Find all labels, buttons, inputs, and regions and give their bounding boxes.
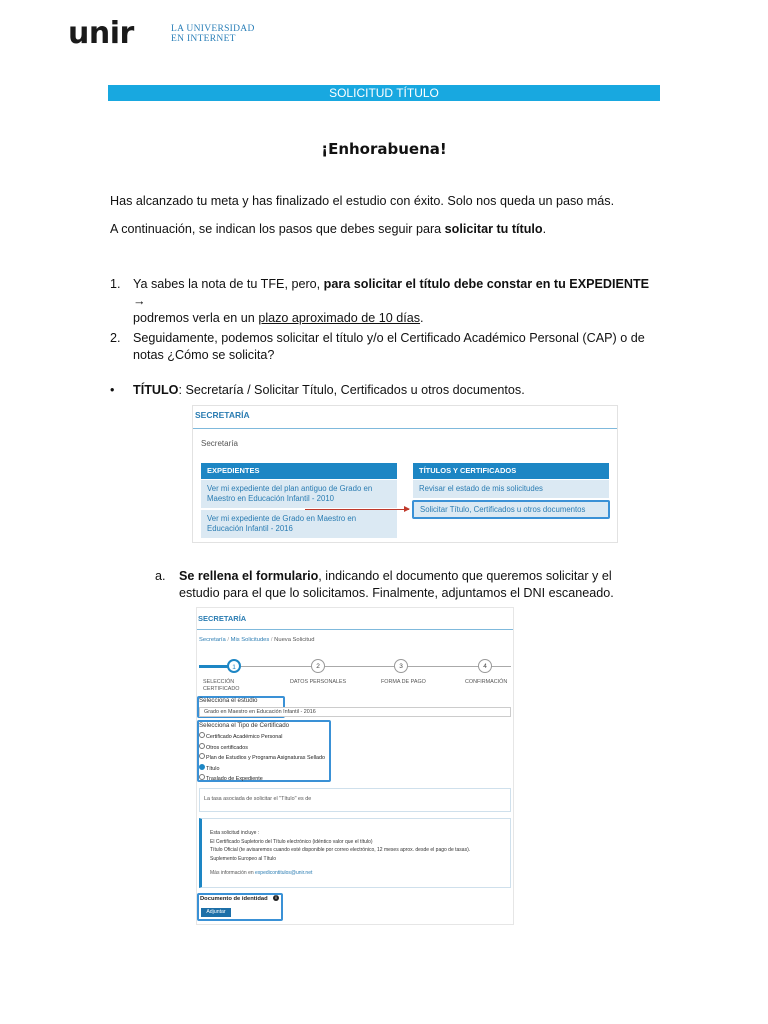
title-banner: SOLICITUD TÍTULO (108, 85, 660, 101)
email-link[interactable]: expedicontitulos@unir.net (255, 870, 313, 877)
cert-option-selected[interactable]: Título (199, 764, 329, 775)
bullet-text: TÍTULO: Secretaría / Solicitar Título, Certificados u otros documentos. (133, 383, 525, 397)
document-label: Documento de identidad (200, 896, 268, 902)
logo-tagline: LA UNIVERSIDAD EN INTERNET (171, 24, 255, 44)
cert-option[interactable]: Certificado Académico Personal (199, 732, 329, 743)
attach-button[interactable]: Adjuntar (201, 908, 231, 917)
step-3-label: FORMA DE PAGO (381, 679, 426, 685)
expediente-link-2010[interactable]: Ver mi expediente del plan antiguo de Grado en Maestro en Educación Infantil - 2010 (201, 480, 397, 508)
study-label: Selecciona el estudio (199, 697, 258, 704)
page-heading: ¡Enhorabuena! (321, 140, 447, 158)
cert-option[interactable]: Traslado de Expediente (199, 774, 329, 785)
sub-a-text: Se rellena el formulario, indicando el documento que queremos solicitar y el estudio para el que lo solicitamos. Finalmente, adjuntamos el DNI escaneado. (179, 569, 614, 600)
info-box (199, 818, 511, 888)
breadcrumb: Secretaría (201, 439, 238, 448)
secretaria-title: SECRETARÍA (195, 410, 250, 420)
fee-box: La tasa asociada de solicitar el "Título" es de (199, 788, 511, 812)
divider (193, 428, 617, 429)
radio-icon[interactable] (199, 743, 205, 749)
sub-a-number: a. (155, 569, 166, 583)
step-1-number: 1. (110, 277, 121, 291)
info-text: Esta solicitud incluye : El Certificado Supletorio del Título electrónico (idéntico valor que el título) Título Oficial (te avisaremos cuando esté disponible por correo electrónico, 12 meses aprox. desde el pago de tasas). Suplemento Europeo al Título Más información en expedicontitulos@unir.net (210, 830, 471, 877)
cert-type-label: Selecciona el Tipo de Certificado (199, 722, 290, 729)
form-screenshot (196, 607, 514, 925)
radio-selected-icon[interactable] (199, 764, 205, 770)
step-1-circle: 1 (227, 659, 241, 673)
revisar-solicitudes-link[interactable]: Revisar el estado de mis solicitudes (413, 480, 609, 498)
form-secretaria-title: SECRETARÍA (198, 614, 247, 623)
step-2-circle: 2 (311, 659, 325, 673)
radio-icon[interactable] (199, 732, 205, 738)
step-4-circle: 4 (478, 659, 492, 673)
arrow-line (305, 509, 409, 510)
cert-option[interactable]: Otros certificados (199, 743, 329, 754)
intro-paragraph-2: A continuación, se indican los pasos que debes seguir para solicitar tu título. (110, 222, 547, 236)
bullet-icon: • (110, 383, 115, 397)
form-breadcrumb: Secretaría / Mis Solicitudes / Nueva Solicitud (199, 637, 315, 643)
info-icon[interactable]: i (273, 895, 279, 901)
cert-option[interactable]: Plan de Estudios y Programa Asignaturas Sellado (199, 753, 329, 764)
unir-logo: unir (68, 16, 134, 51)
step-2-label: DATOS PERSONALES (290, 679, 347, 685)
titulos-header: TÍTULOS Y CERTIFICADOS (413, 463, 609, 479)
arrow-head-icon (404, 506, 410, 512)
step-4-label: CONFIRMACIÓN (465, 679, 508, 685)
step-1-label: SELECCIÓN CERTIFICADO (203, 679, 240, 692)
step-2-text: Seguidamente, podemos solicitar el título y/o el Certificado Académico Personal (CAP) o de notas ¿Cómo se solicita? (133, 331, 645, 362)
expedientes-header: EXPEDIENTES (201, 463, 397, 479)
secretaria-screenshot (192, 405, 618, 543)
study-select[interactable]: Grado en Maestro en Educación Infantil - 2016 (199, 707, 511, 717)
step-2-number: 2. (110, 331, 121, 345)
radio-icon[interactable] (199, 774, 205, 780)
step-3-circle: 3 (394, 659, 408, 673)
step-1-text: Ya sabes la nota de tu TFE, pero, para solicitar el título debe constar en tu EXPEDIENTE → podremos verla en un plazo aproximado de 10 días. (133, 277, 650, 325)
stepper-track (241, 666, 511, 667)
cert-options (199, 732, 329, 785)
expediente-link-2016[interactable]: Ver mi expediente de Grado en Maestro en Educación Infantil - 2016 (201, 510, 397, 538)
solicitar-titulo-link[interactable]: Solicitar Título, Certificados u otros documentos (412, 500, 610, 519)
intro-paragraph-1: Has alcanzado tu meta y has finalizado el estudio con éxito. Solo nos queda un paso más. (110, 194, 615, 208)
divider (197, 629, 513, 630)
radio-icon[interactable] (199, 753, 205, 759)
